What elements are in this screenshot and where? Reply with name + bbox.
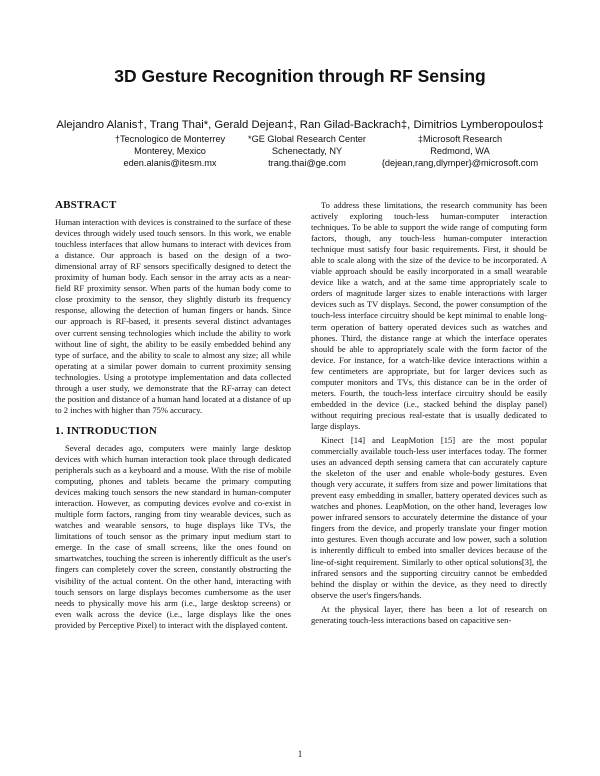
affiliation-email[interactable]: eden.alanis@itesm.mx: [123, 158, 217, 169]
affiliation-institution: *GE Global Research Center: [248, 134, 366, 144]
introduction-paragraph: Several decades ago, computers were mainly large desktop devices with which human interaction took place through dedicated peripherals such as a keyboard and a mouse. With the rise of mobile computing, phones and tablets became the primary computing devices making touch sensors the new standard in human-computer interaction. However, as computing devices evolve and co-exist in multiple form factors, ranging from tiny wearable devices, such as watches and wearable sensors, to huge displays like TVs, the limitations of touch sensor as the primary input medium start to emerge. In the case of small screens, like the ones found on smartwatches, touching the screen is inherently difficult as the user's fingers can completely cover the screen, constantly obstructing the visibility of the actual content. On the other hand, interacting with touch sensors on large displays becomes cumbersome as the user needs to physically move his arm (i.e., large desktop screens) or even walk across the device (i.e., large displays like the ones provided by Perceptive Pixel) to interact with the displayed content.: [55, 442, 291, 630]
affiliation-location: Schenectady, NY: [271, 146, 343, 157]
affiliation-microsoft: [370, 133, 550, 170]
introduction-heading: 1. INTRODUCTION: [55, 424, 158, 437]
affiliation-location: Redmond, WA: [430, 146, 490, 157]
affiliation-email[interactable]: {dejean,rang,dlymper}@microsoft.com: [381, 158, 539, 169]
abstract-heading: ABSTRACT: [55, 199, 117, 211]
page-number: 1: [297, 749, 303, 759]
paper-title: 3D Gesture Recognition through RF Sensing: [114, 66, 486, 86]
affiliation-tecnologico: [100, 133, 240, 170]
affiliation-location: Monterey, Mexico: [134, 146, 206, 157]
right-column: [311, 200, 547, 626]
affiliation-institution: ‡Microsoft Research: [417, 134, 503, 144]
body-paragraph: At the physical layer, there has been a lot of research on generating touch-less interactions based on capacitive sen-: [311, 603, 547, 625]
body-paragraph: Kinect [14] and LeapMotion [15] are the most popular commercially available touch-less user interfaces today. The former uses an advanced depth sensing camera that can accurately capture the skeleton of the user and enable whole-body gestures. Even though very accurate, it suffers from size and power limitations that prevent easy embedding in smaller, battery operated devices such as watches and phones. LeapMotion, on the other hand, leverages low power infrared sensors to accurately determine the distance of your fingers from the device, and properly translate your finger motion into gestures. Even though accurate and low power, such a solution is inherently difficult to embed into smaller devices because of the line-of-sight requirement. Similarly to other optical solutions[3], the infrared sensors and the supporting circuitry cannot be embedded behind the display or within the device, as they need to directly observe the user's fingers/hands.: [311, 434, 547, 600]
abstract-text: Human interaction with devices is constrained to the surface of these devices through widely used touch sensors. In this work, we enable touchless interfaces that allow humans to interact with devices from a distance. Our approach is based on the design of a two-dimensional array of RF sensors specifically designed to detect the proximity of human body. Each sensor in the array acts as a near-field RF proximity sensor. When parts of the human body come to close proximity to the sensor, they slightly disturb its frequency response, allowing the detection of human fingers or hands. Since our approach is RF-based, it presents several distinct advantages over current sensing technologies which include the ability to work without line of sight, the ability to be easily embedded behind any type of surface, and the ability to scale to almost any size; all while operating at a similar power domain to current proximity sensing technologies. Using a prototype implementation and data collected through a user study, we demonstrate that the RF-array can detect the position and distance of a human hand located at a distance of up to 2 inches with higher than 75% accuracy.: [55, 217, 291, 415]
affiliation-ge: [232, 133, 382, 170]
affiliation-email[interactable]: trang.thai@ge.com: [268, 158, 346, 169]
affiliation-institution: †Tecnologico de Monterrey: [114, 134, 226, 144]
body-paragraph: To address these limitations, the research community has been actively exploring touch-less human-computer interaction techniques. To be able to support the wide range of computing form factors, though, any touch-less human-computer interaction technique must satisfy four basic requirements. First, it should be able to scale along with the size of the device to be incorporated. A viable approach should be easily incorporated in a small wearable device like a watch, and at the same time appropriately scale to orders of magnitude larger sizes to enable interactions with larger devices such as TV displays. Second, the power consumption of the touch-less interface circuitry should be kept minimal to enable long-term operation of battery operated devices such as watches and phones. Third, the distance range at which the interface operates should be able to appropriately scale with the form factor of the device. For instance, for a watch-like device interactions within a few centimeters are appropriate, but for larger devices such as computer monitors and TVs, this distance can be in the order of meters. Fourth, the touch-less interface circuitry should be easily embedded in the device (i.e., stacked behind the display panel) without requiring precious real-estate that is usually dedicated to large displays.: [311, 200, 547, 431]
author-list: Alejandro Alanis†, Trang Thai*, Gerald Dejean‡, Ran Gilad-Backrach‡, Dimitrios Lymberopoulos‡: [56, 119, 544, 131]
left-column: [55, 200, 291, 631]
